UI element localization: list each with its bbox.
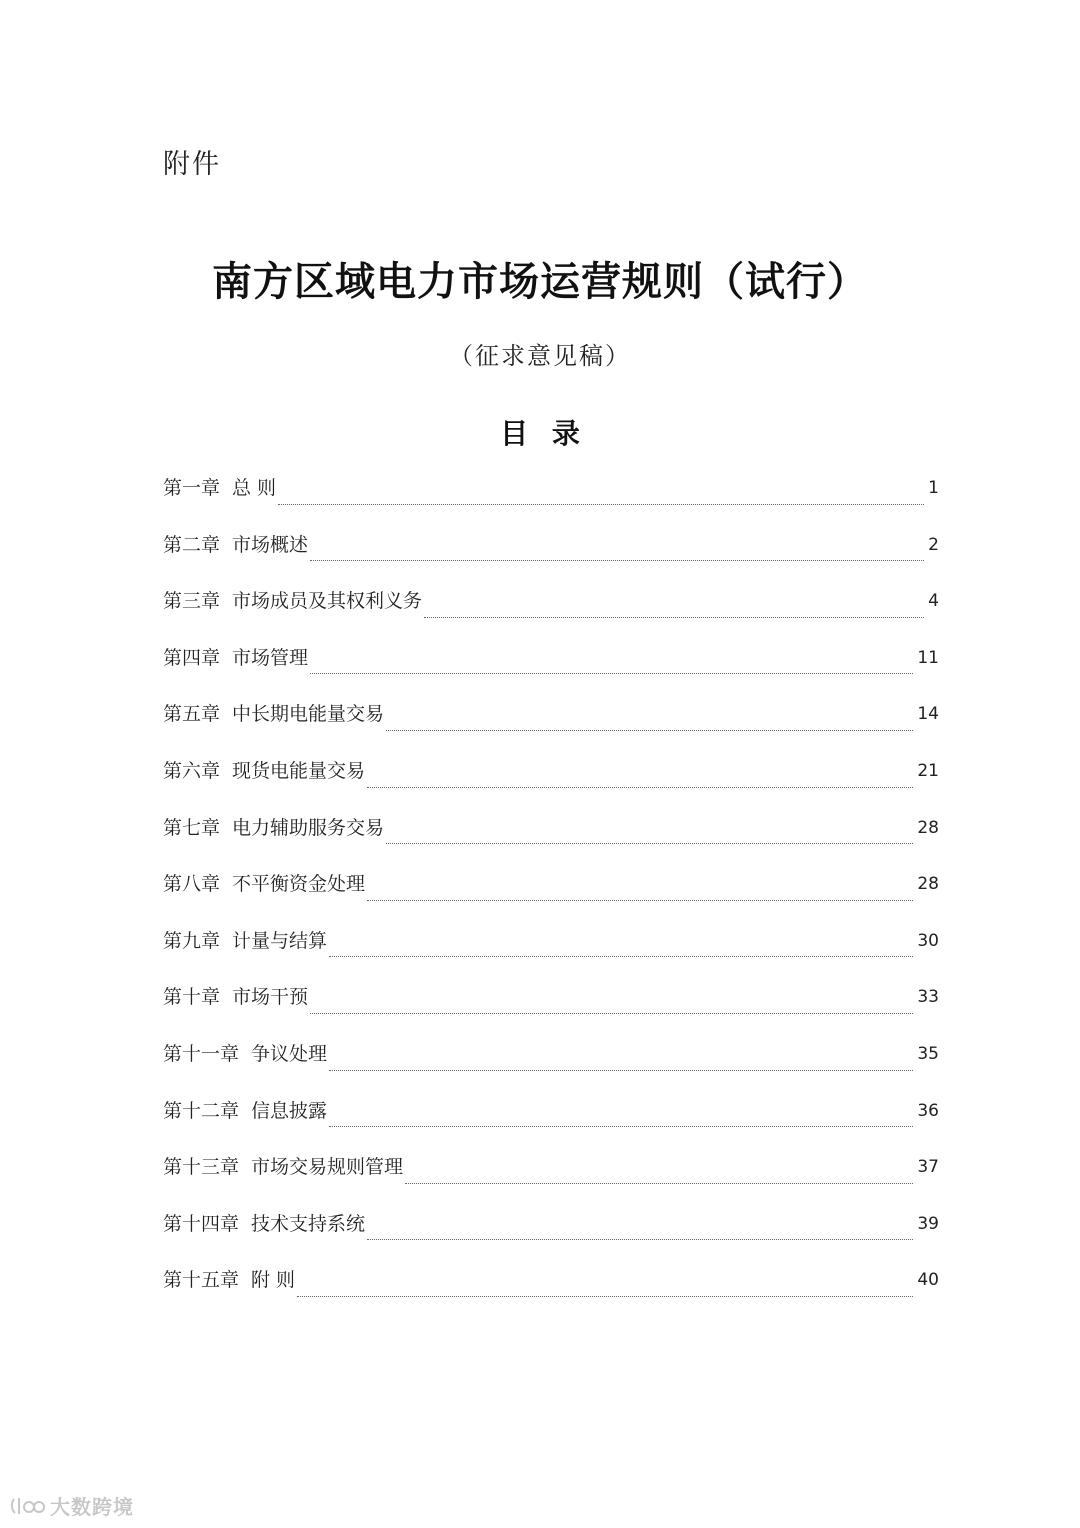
toc-dot-leader <box>386 730 913 731</box>
toc-dot-leader <box>310 1013 913 1014</box>
toc-dot-leader <box>310 673 913 674</box>
toc-dot-leader <box>405 1183 913 1184</box>
toc-chapter-name: 总 则 <box>232 477 277 499</box>
toc-dot-leader <box>424 617 924 618</box>
document-subtitle: （征求意见稿） <box>449 342 631 370</box>
toc-page-number: 4 <box>928 591 939 612</box>
toc-dot-leader <box>329 1070 913 1071</box>
toc-page-number: 11 <box>917 647 939 668</box>
toc-chapter-name: 附 则 <box>251 1269 296 1292</box>
toc-chapter-name: 计量与结算 <box>232 929 328 952</box>
toc-entry[interactable] <box>163 698 939 755</box>
toc-chapter-name: 市场管理 <box>232 646 309 669</box>
toc-page-number: 37 <box>917 1157 939 1178</box>
toc-chapter-name: 信息披露 <box>251 1099 328 1122</box>
brand-logo-icon <box>10 1495 46 1517</box>
toc-chapter-name: 市场交易规则管理 <box>251 1156 404 1179</box>
toc-chapter-number: 第七章 <box>163 816 221 839</box>
toc-chapter-number: 第九章 <box>163 929 221 952</box>
toc-chapter-number: 第二章 <box>163 533 221 556</box>
toc-chapter-number: 第三章 <box>163 590 221 613</box>
table-of-contents <box>163 472 939 1321</box>
toc-chapter-name: 不平衡资金处理 <box>232 873 366 896</box>
toc-dot-leader <box>310 560 924 561</box>
toc-page-number: 14 <box>917 704 939 725</box>
toc-page-number: 28 <box>917 817 939 838</box>
toc-chapter-number: 第十三章 <box>163 1156 240 1179</box>
toc-dot-leader <box>367 1239 913 1240</box>
toc-entry[interactable] <box>163 868 939 925</box>
toc-dot-leader <box>297 1296 913 1297</box>
toc-entry[interactable] <box>163 585 939 642</box>
toc-entry[interactable] <box>163 642 939 699</box>
toc-dot-leader <box>329 956 913 957</box>
attachment-label: 附件 <box>163 149 221 180</box>
toc-chapter-name: 电力辅助服务交易 <box>232 816 385 839</box>
toc-heading: 目 录 <box>500 417 580 450</box>
toc-chapter-number: 第八章 <box>163 873 221 896</box>
toc-entry[interactable] <box>163 1038 939 1095</box>
toc-dot-leader <box>386 843 913 844</box>
toc-chapter-number: 第十五章 <box>163 1269 240 1292</box>
toc-chapter-number: 第四章 <box>163 646 221 669</box>
toc-chapter-number: 第十一章 <box>163 1042 240 1065</box>
toc-page-number: 39 <box>917 1213 939 1234</box>
watermark <box>10 1491 134 1520</box>
toc-page-number: 30 <box>917 930 939 951</box>
toc-entry[interactable] <box>163 755 939 812</box>
toc-chapter-name: 技术支持系统 <box>251 1212 366 1235</box>
toc-chapter-number: 第十四章 <box>163 1212 240 1235</box>
toc-entry[interactable] <box>163 1151 939 1208</box>
watermark-text: 大数跨境 <box>50 1495 134 1519</box>
toc-page-number: 36 <box>917 1100 939 1121</box>
toc-entry[interactable] <box>163 1208 939 1265</box>
toc-page-number: 35 <box>917 1043 939 1064</box>
toc-entry[interactable] <box>163 981 939 1038</box>
toc-entry[interactable] <box>163 472 939 529</box>
toc-chapter-number: 第一章 <box>163 477 221 499</box>
document-title: 南方区域电力市场运营规则（试行） <box>212 258 868 305</box>
toc-chapter-number: 第五章 <box>163 703 221 726</box>
toc-page-number: 1 <box>928 478 939 498</box>
toc-entry[interactable] <box>163 812 939 869</box>
toc-dot-leader <box>329 1126 913 1127</box>
toc-chapter-name: 市场成员及其权利义务 <box>232 590 423 613</box>
toc-entry[interactable] <box>163 1095 939 1152</box>
toc-page-number: 28 <box>917 874 939 895</box>
toc-chapter-name: 现货电能量交易 <box>232 759 366 782</box>
toc-dot-leader <box>278 504 924 505</box>
toc-chapter-name: 市场概述 <box>232 533 309 556</box>
toc-dot-leader <box>367 787 913 788</box>
toc-dot-leader <box>367 900 913 901</box>
toc-entry[interactable] <box>163 925 939 982</box>
toc-page-number: 40 <box>917 1270 939 1291</box>
toc-chapter-number: 第六章 <box>163 759 221 782</box>
toc-entry[interactable] <box>163 1264 939 1321</box>
toc-chapter-name: 中长期电能量交易 <box>232 703 385 726</box>
toc-chapter-name: 争议处理 <box>251 1042 328 1065</box>
toc-chapter-number: 第十二章 <box>163 1099 240 1122</box>
toc-chapter-name: 市场干预 <box>232 986 309 1009</box>
toc-chapter-number: 第十章 <box>163 986 221 1009</box>
toc-page-number: 2 <box>928 534 939 555</box>
toc-page-number: 21 <box>917 760 939 781</box>
toc-entry[interactable] <box>163 529 939 586</box>
toc-page-number: 33 <box>917 987 939 1008</box>
